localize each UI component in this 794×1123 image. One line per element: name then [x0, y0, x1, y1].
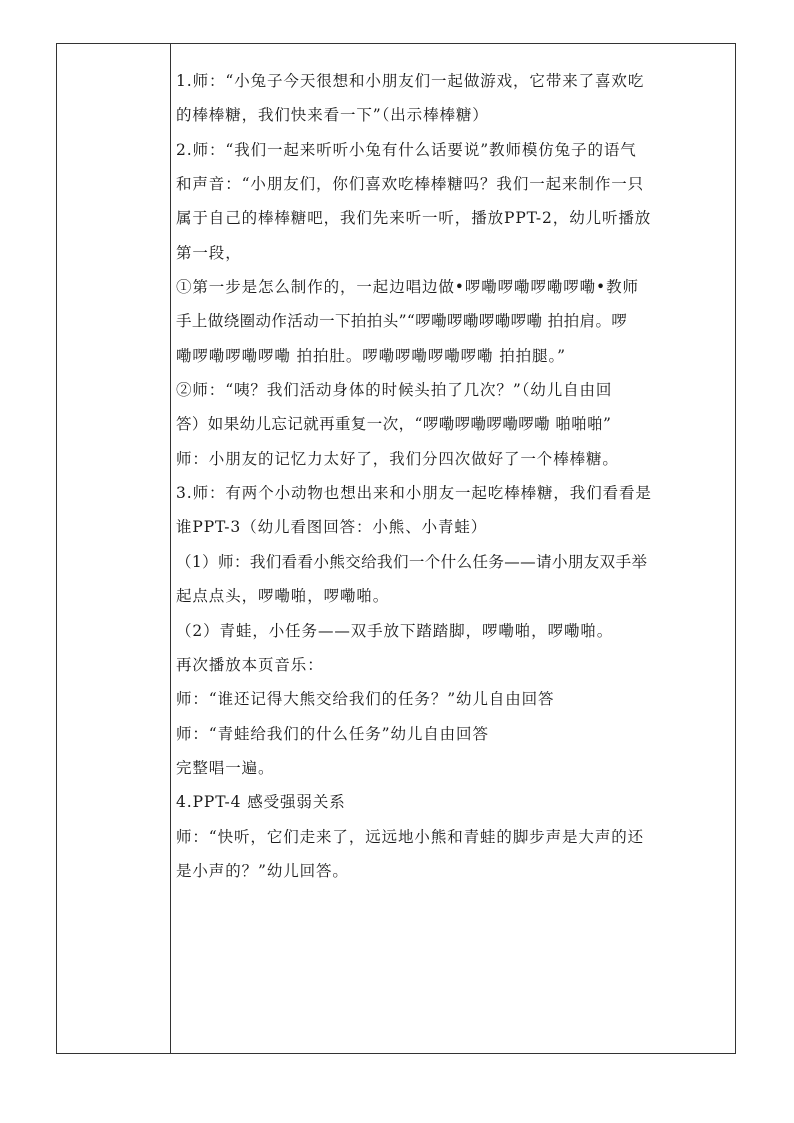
- text-line: （2）青蛙，小任务——双手放下踏踏脚，啰嘞啪，啰嘞啪。: [176, 621, 614, 640]
- text-line: ①第一步是怎么制作的，一起边唱边做•啰嘞啰嘞啰嘞啰嘞•教师: [176, 278, 639, 297]
- text-line: 师：“青蛙给我们的什么任务”幼儿自由回答: [176, 724, 489, 743]
- column-divider: [170, 44, 171, 1053]
- text-line: 答）如果幼儿忘记就再重复一次，“啰嘞啰嘞啰嘞啰嘞 啪啪啪”: [176, 415, 612, 434]
- text-line: （1）师：我们看看小熊交给我们一个什么任务——请小朋友双手举: [176, 552, 648, 571]
- text-line: 起点点头，啰嘞啪，啰嘞啪。: [176, 587, 390, 606]
- text-line: 是小声的？”幼儿回答。: [176, 861, 349, 880]
- text-line: 嘞啰嘞啰嘞啰嘞 拍拍肚。啰嘞啰嘞啰嘞啰嘞 拍拍腿。”: [176, 346, 566, 365]
- text-line: 的棒棒糖，我们快来看一下”（出示棒棒糖）: [176, 106, 489, 125]
- text-line: 3.师：有两个小动物也想出来和小朋友一起吃棒棒糖，我们看看是: [176, 484, 652, 503]
- text-line: 谁PPT-3（幼儿看图回答：小熊、小青蛙）: [176, 518, 488, 537]
- text-line: 1.师：“小兔子今天很想和小朋友们一起做游戏，它带来了喜欢吃: [176, 72, 645, 90]
- text-line: 师：“谁还记得大熊交给我们的任务？”幼儿自由回答: [176, 690, 555, 709]
- text-line: 4.PPT-4 感受强弱关系: [176, 793, 346, 812]
- text-line: 完整唱一遍。: [176, 758, 275, 777]
- text-line: 2.师：“我们一起来听听小兔有什么话要说”教师模仿兔子的语气: [176, 140, 637, 159]
- text-line: 师：“快听，它们走来了，远远地小熊和青蛙的脚步声是大声的还: [176, 827, 645, 846]
- text-line: 和声音：“小朋友们，你们喜欢吃棒棒糖吗？我们一起来制作一只: [176, 175, 645, 194]
- text-line: 手上做绕圈动作活动一下拍拍头”“啰嘞啰嘞啰嘞啰嘞 拍拍肩。啰: [176, 312, 628, 331]
- text-line: ②师：“咦？我们活动身体的时候头拍了几次？”（幼儿自由回: [176, 381, 613, 400]
- text-line: 第一段，: [176, 243, 242, 262]
- text-line: 属于自己的棒棒糖吧，我们先来听一听，播放PPT-2，幼儿听播放: [176, 209, 652, 228]
- lesson-content-cell: [176, 64, 724, 888]
- lesson-table: [56, 43, 736, 1054]
- text-line: 再次播放本页音乐：: [176, 655, 324, 674]
- text-line: 师：小朋友的记忆力太好了，我们分四次做好了一个棒棒糖。: [176, 449, 619, 468]
